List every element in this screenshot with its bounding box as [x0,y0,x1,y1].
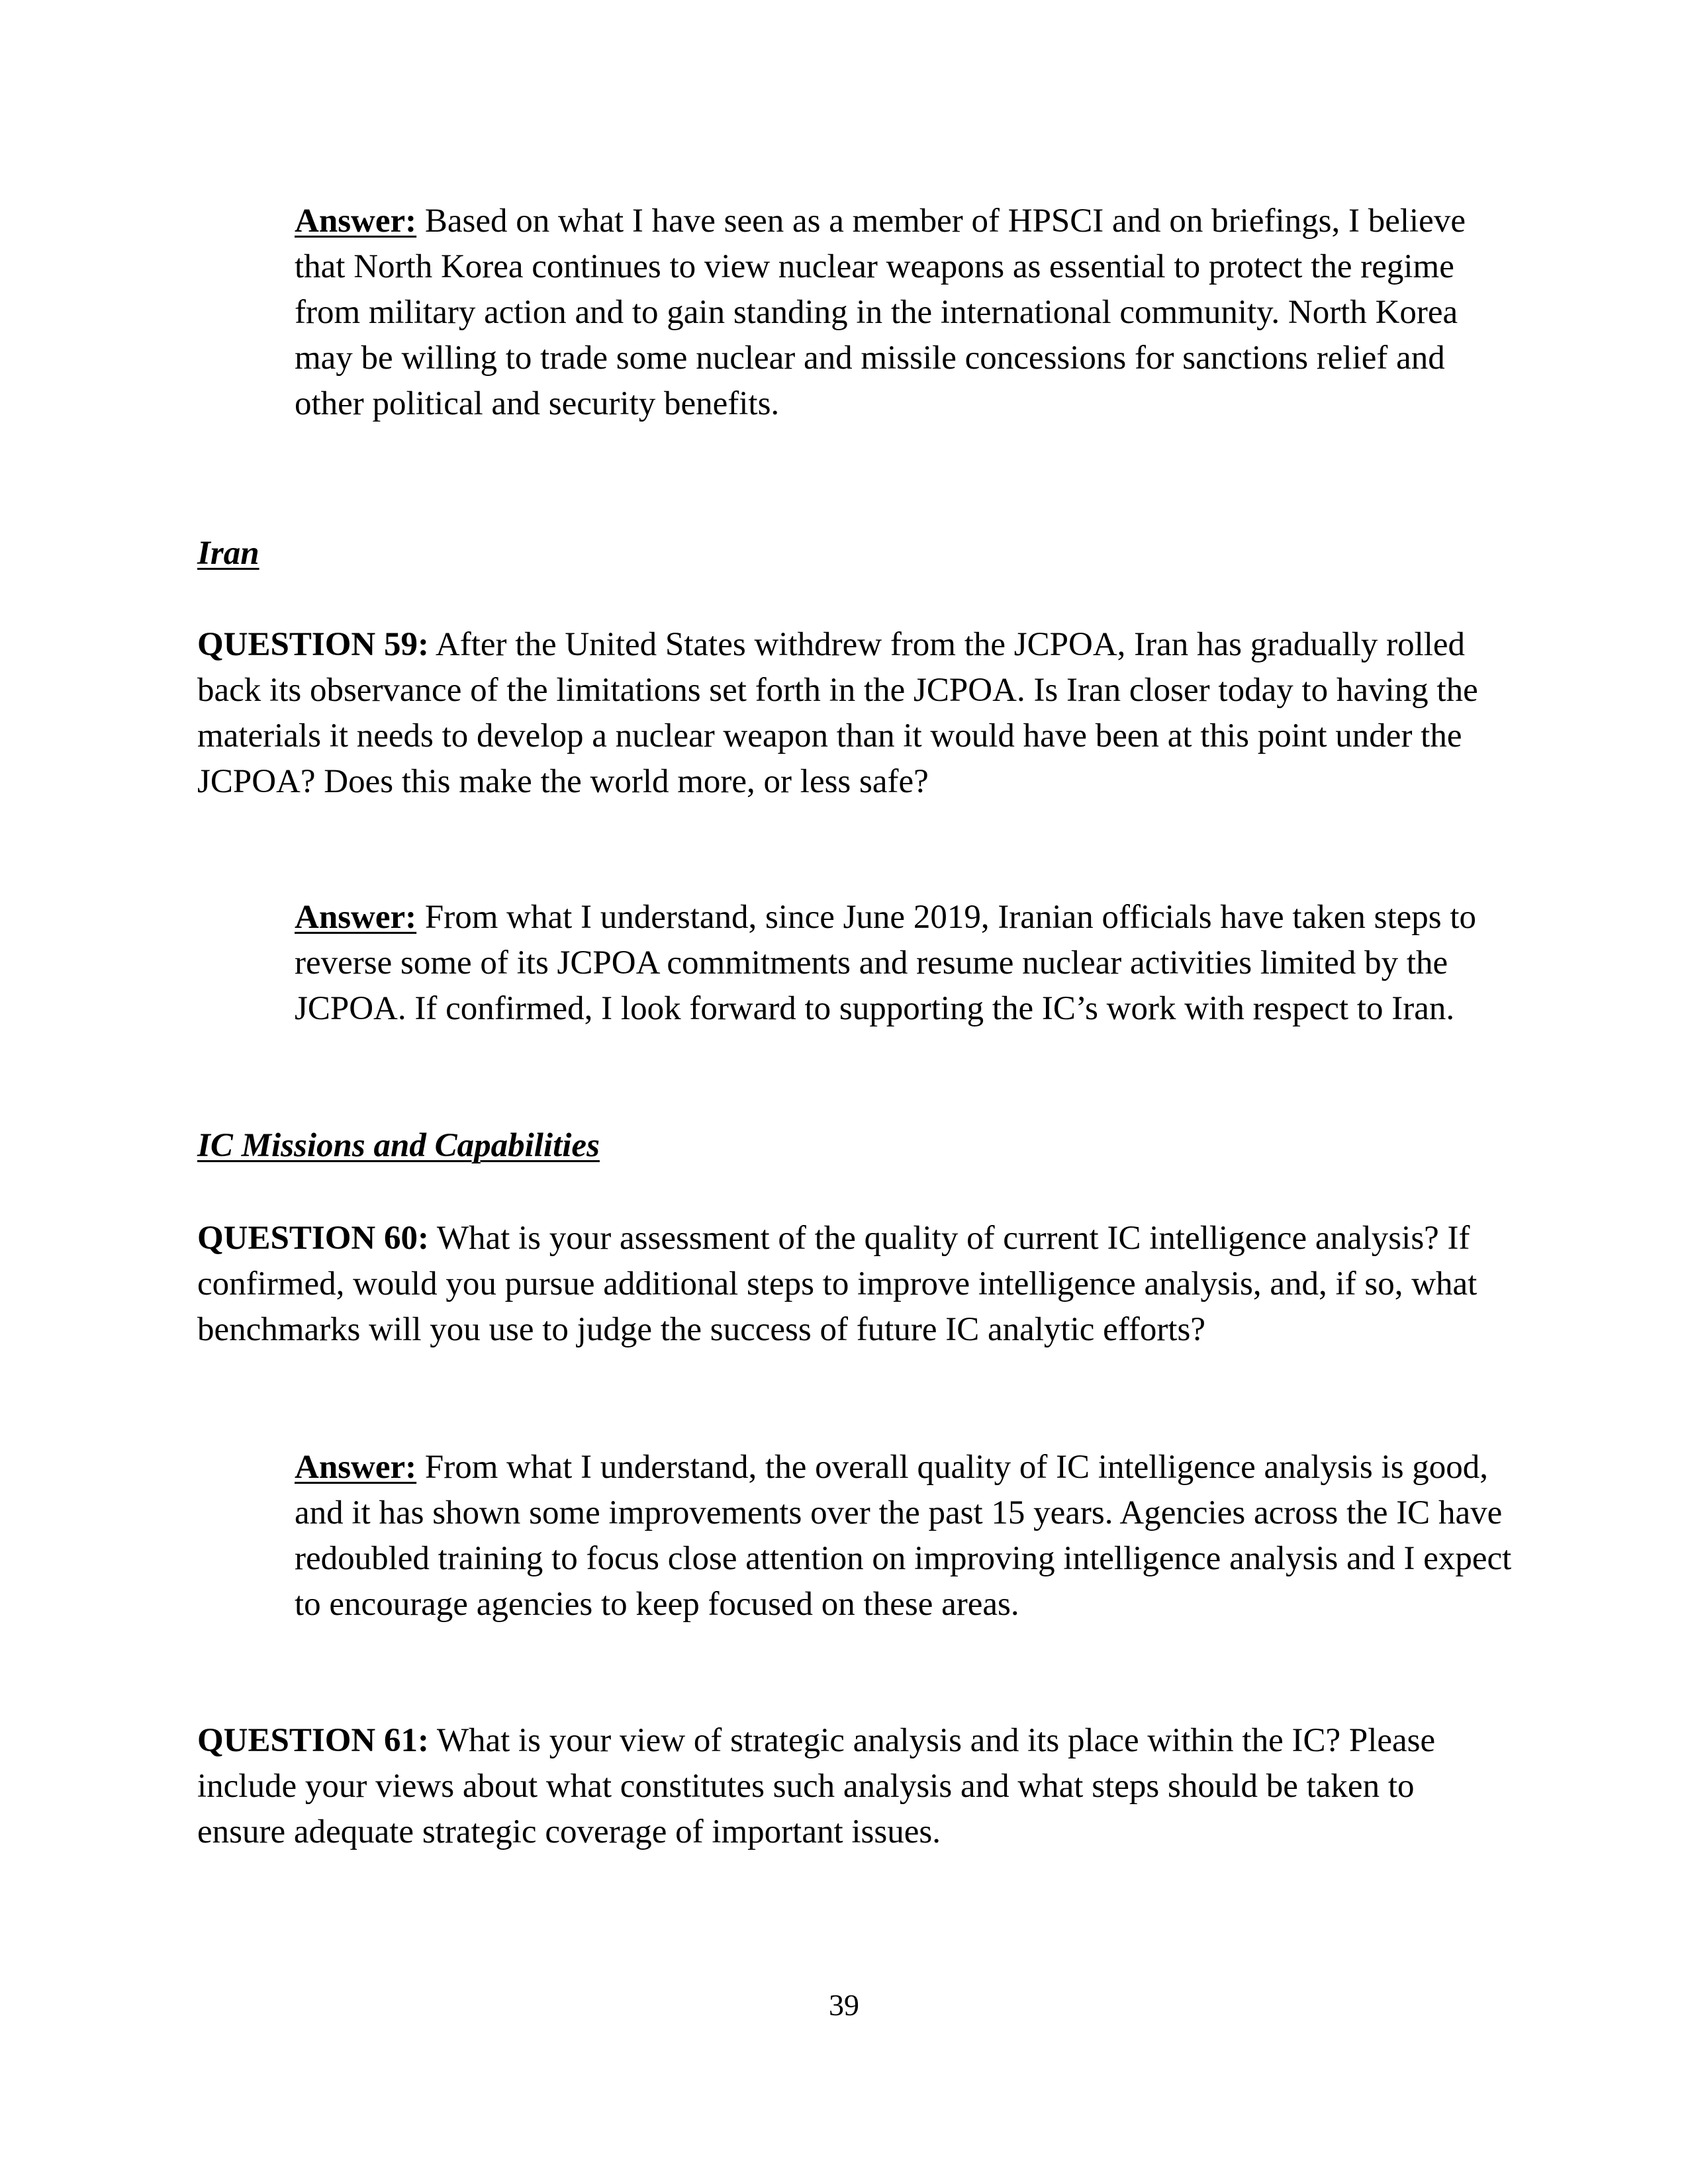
section-heading-iran: Iran [197,535,259,572]
answer-60 [295,1445,1513,1627]
question-label: QUESTION 60: [197,1220,429,1257]
page-number: 39 [829,1988,859,2022]
question-61 [197,1718,1495,1855]
answer-text: From what I understand, the overall quality of IC intelligence analysis is good, and it has shown some improvements over the past 15 years. Agencies across the IC have redoubled training to focus close attention on improving intelligence analysis and I expect to encourage agencies to keep focused on these areas. [295,1449,1512,1623]
answer-58 [295,199,1513,427]
answer-label: Answer: [295,899,417,936]
question-text: After the United States withdrew from the JCPOA, Iran has gradually rolled back its observance of the limitations set forth in the JCPOA. Is Iran closer today to having the materials it needs to develop a nuclear weapon than it would have been at this point under the JCPOA? Does this make the world more, or less safe? [197,626,1478,800]
question-label: QUESTION 59: [197,626,429,663]
question-60 [197,1216,1495,1353]
answer-text: Based on what I have seen as a member of HPSCI and on briefings, I believe that North Korea continues to view nuclear weapons as essential to protect the regime from military action and to gain standing in the international community. North Korea may be willing to trade some nuclear and missile concessions for sanctions relief and other political and security benefits. [295,203,1466,422]
answer-59 [295,895,1513,1032]
question-59 [197,622,1495,805]
answer-label: Answer: [295,1449,417,1486]
question-label: QUESTION 61: [197,1722,429,1759]
question-text: What is your assessment of the quality of current IC intelligence analysis? If confirmed, would you pursue additional steps to improve intelligence analysis, and, if so, what benchmarks will you use to judge the success of future IC analytic efforts? [197,1220,1477,1348]
answer-text: From what I understand, since June 2019, Iranian officials have taken steps to reverse some of its JCPOA commitments and resume nuclear activities limited by the JCPOA. If confirmed, I look forward to supporting the IC’s work with respect to Iran. [295,899,1477,1027]
question-text: What is your view of strategic analysis and its place within the IC? Please include your views about what constitutes such analysis and what steps should be taken to ensure adequate strategic coverage of important issues. [197,1722,1436,1850]
section-heading-ic-missions: IC Missions and Capabilities [197,1127,600,1164]
answer-label: Answer: [295,203,417,240]
